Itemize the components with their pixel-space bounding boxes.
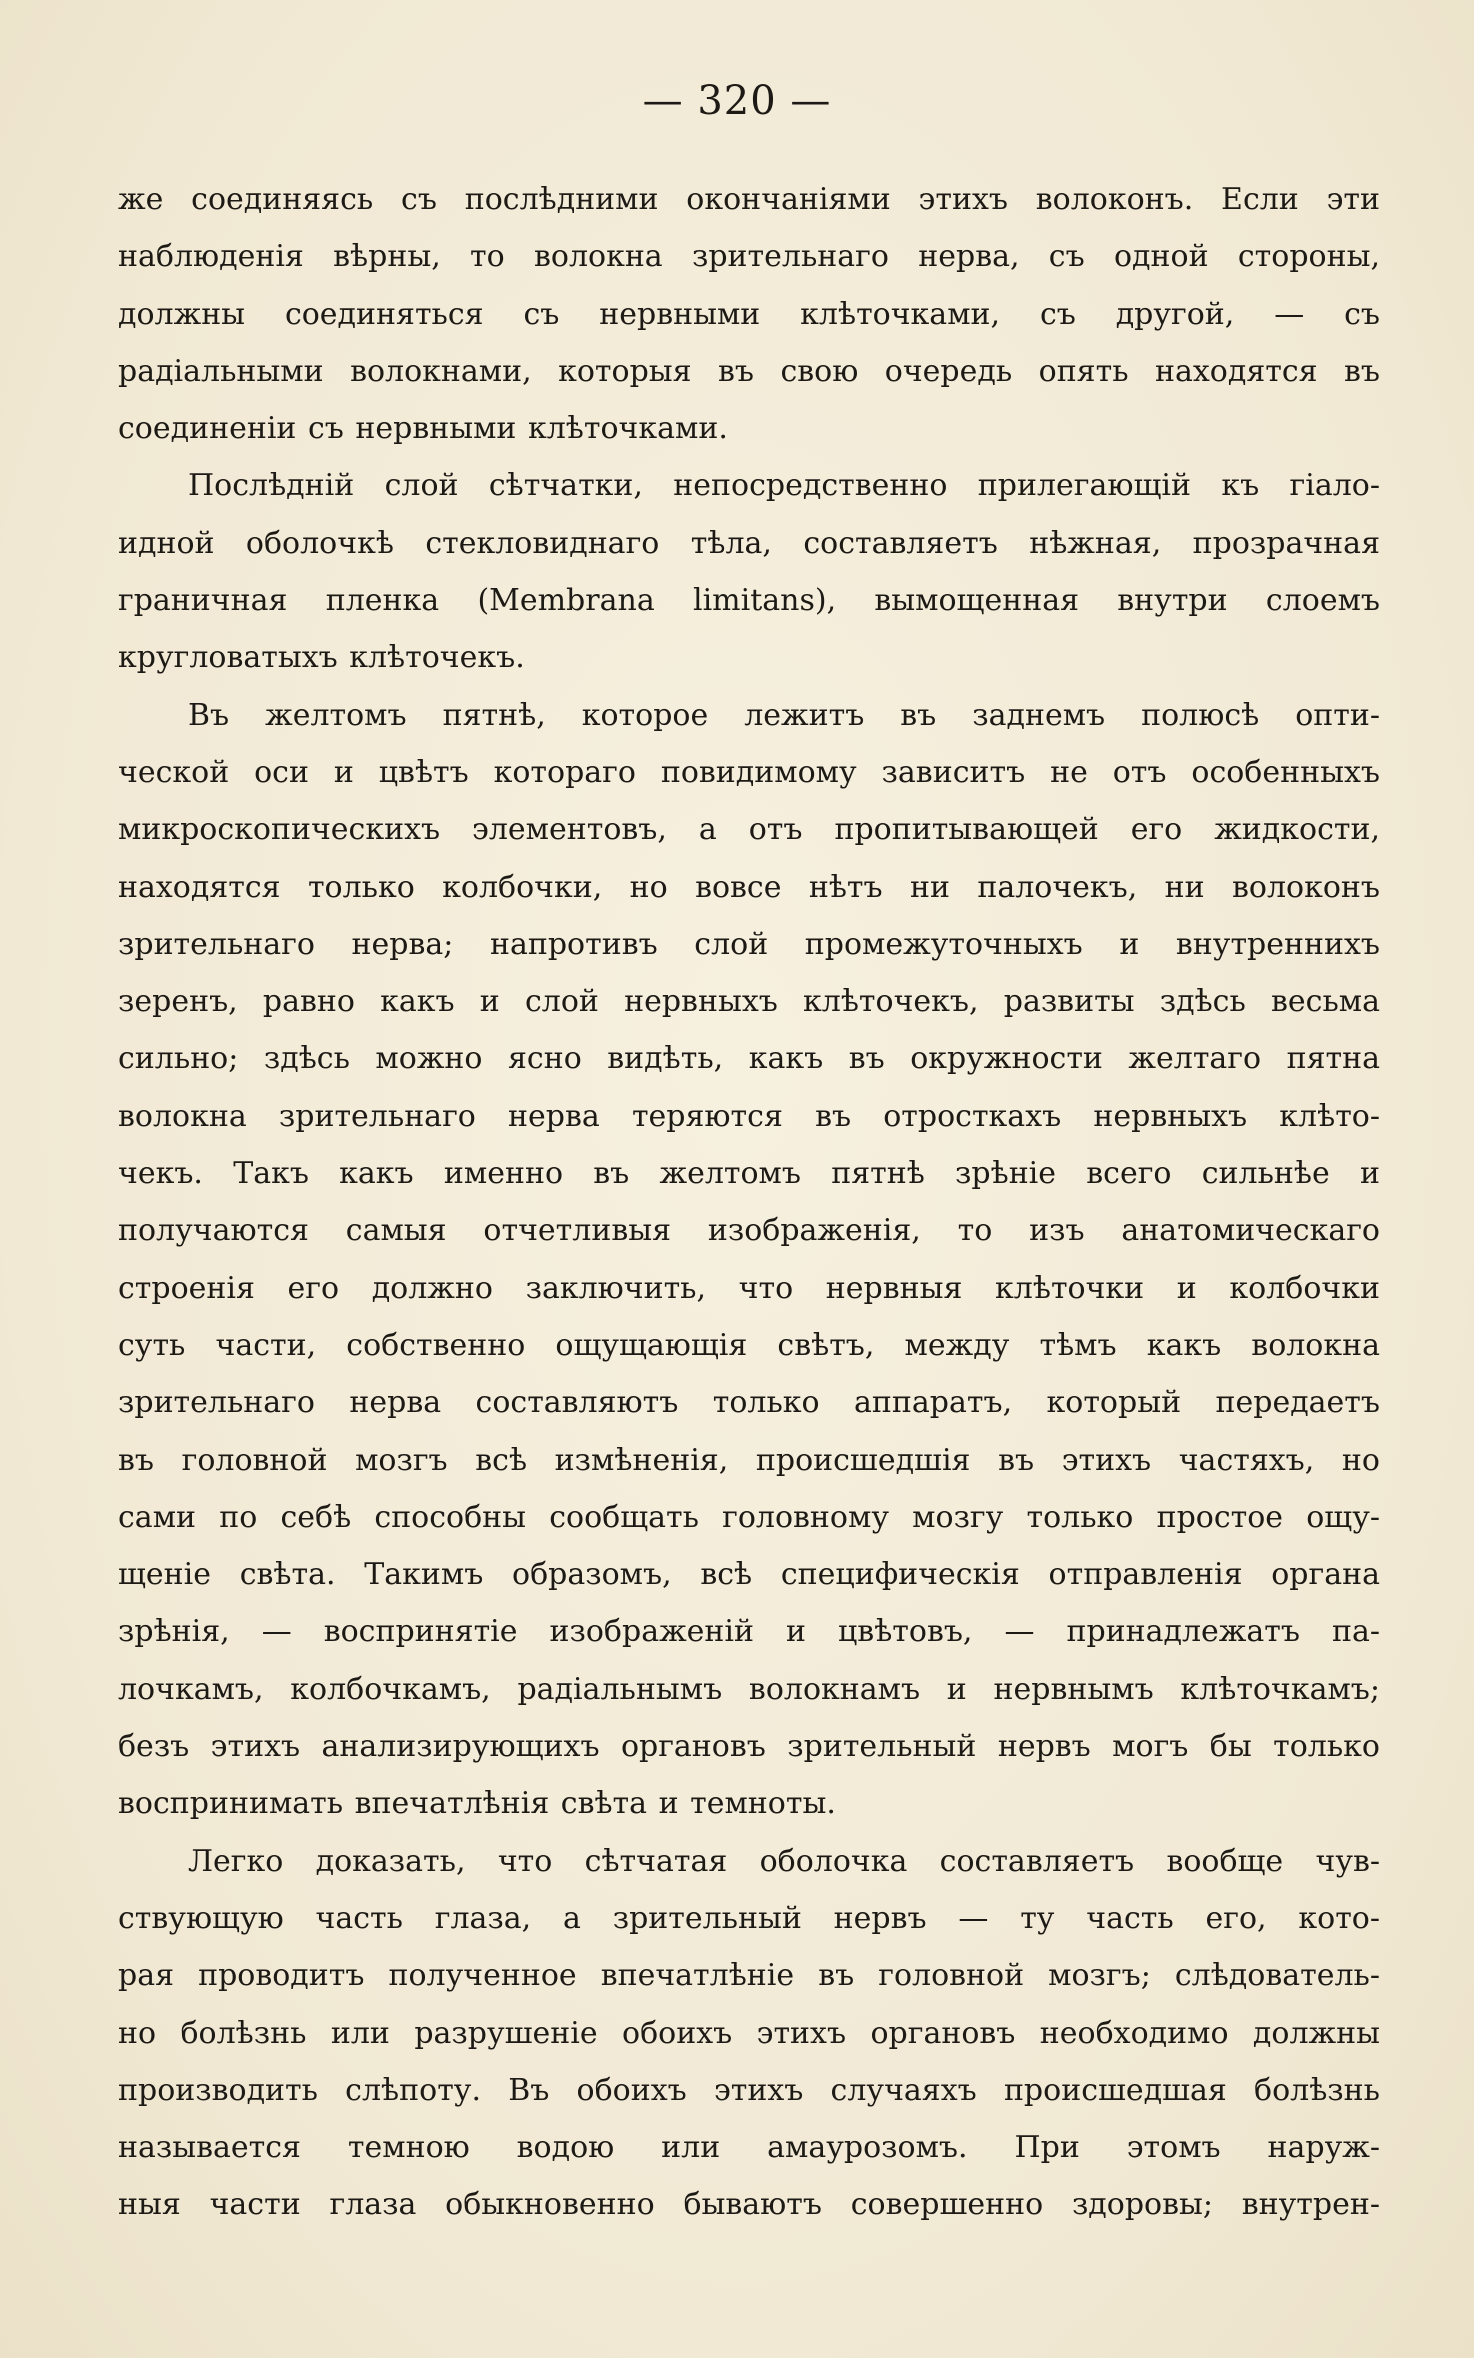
text-line: воспринимать впечатлѣнія свѣта и темноты. <box>118 1786 836 1822</box>
text-line: волокна зрительнаго нерва теряются въ отросткахъ нервныхъ клѣто- <box>118 1098 1380 1134</box>
text-line: Въ желтомъ пятнѣ, которое лежитъ въ заднемъ полюсѣ опти- <box>188 697 1380 733</box>
body-text <box>118 171 1380 2234</box>
page-number: — 320 — <box>642 78 832 124</box>
text-line: сами по себѣ способны сообщать головному мозгу только простое ощу- <box>118 1499 1380 1535</box>
text-line: строенія его должно заключить, что нервныя клѣточки и колбочки <box>118 1270 1380 1306</box>
text-line: безъ этихъ анализирующихъ органовъ зрительный нервъ могъ бы только <box>118 1729 1380 1765</box>
text-line: микроскопическихъ элементовъ, а отъ пропитывающей его жидкости, <box>118 812 1380 848</box>
text-line: наблюденія вѣрны, то волокна зрительнаго нерва, съ одной стороны, <box>118 239 1380 275</box>
text-line: ческой оси и цвѣтъ котораго повидимому зависитъ не отъ особенныхъ <box>118 754 1380 790</box>
text-line: радіальными волокнами, которыя въ свою очередь опять находятся въ <box>118 353 1380 389</box>
text-line: идной оболочкѣ стекловиднаго тѣла, составляетъ нѣжная, прозрачная <box>118 525 1380 561</box>
text-line: сильно; здѣсь можно ясно видѣть, какъ въ окружности желтаго пятна <box>118 1041 1380 1077</box>
text-line: зрѣнія, — воспринятіе изображеній и цвѣтовъ, — принадлежатъ па- <box>118 1614 1380 1650</box>
text-line: граничная пленка (Membrana limitans), вымощенная внутри слоемъ <box>118 583 1380 619</box>
text-line: Послѣдній слой сѣтчатки, непосредственно прилегающій къ гіало- <box>188 468 1380 504</box>
text-line: называется темною водою или амаурозомъ. При этомъ наруж- <box>118 2130 1380 2166</box>
text-line: Легко доказать, что сѣтчатая оболочка составляетъ вообще чув- <box>188 1843 1380 1879</box>
text-line: чекъ. Такъ какъ именно въ желтомъ пятнѣ зрѣніе всего сильнѣе и <box>118 1156 1380 1192</box>
text-line: суть части, собственно ощущающія свѣтъ, между тѣмъ какъ волокна <box>118 1327 1380 1363</box>
text-line: но болѣзнь или разрушеніе обоихъ этихъ органовъ необходимо должны <box>118 2015 1380 2051</box>
text-line: ствующую часть глаза, а зрительный нервъ — ту часть его, кото- <box>118 1900 1380 1936</box>
text-line: зрительнаго нерва; напротивъ слой промежуточныхъ и внутреннихъ <box>118 926 1380 962</box>
text-line: соединеніи съ нервными клѣточками. <box>118 411 728 447</box>
text-line: щеніе свѣта. Такимъ образомъ, всѣ специфическія отправленія органа <box>118 1557 1380 1593</box>
text-line: лочкамъ, колбочкамъ, радіальнымъ волокнамъ и нервнымъ клѣточкамъ; <box>118 1671 1380 1707</box>
text-line: въ головной мозгъ всѣ измѣненія, происшедшія въ этихъ частяхъ, но <box>118 1442 1380 1478</box>
text-line: зрительнаго нерва составляютъ только аппаратъ, который передаетъ <box>118 1385 1380 1421</box>
text-line: получаются самыя отчетливыя изображенія, то изъ анатомическаго <box>118 1213 1380 1249</box>
text-line: должны соединяться съ нервными клѣточками, съ другой, — съ <box>118 296 1380 332</box>
text-line: зеренъ, равно какъ и слой нервныхъ клѣточекъ, развиты здѣсь весьма <box>118 984 1380 1020</box>
text-line: рая проводитъ полученное впечатлѣніе въ головной мозгъ; слѣдователь- <box>118 1958 1380 1994</box>
text-line: находятся только колбочки, но вовсе нѣтъ ни палочекъ, ни волоконъ <box>118 869 1380 905</box>
text-line: ныя части глаза обыкновенно бываютъ совершенно здоровы; внутрен- <box>118 2187 1380 2223</box>
text-line: же соединяясь съ послѣдними окончаніями этихъ волоконъ. Если эти <box>118 182 1380 217</box>
text-line: кругловатыхъ клѣточекъ. <box>118 640 525 676</box>
text-line: производить слѣпоту. Въ обоихъ этихъ случаяхъ происшедшая болѣзнь <box>118 2072 1380 2108</box>
